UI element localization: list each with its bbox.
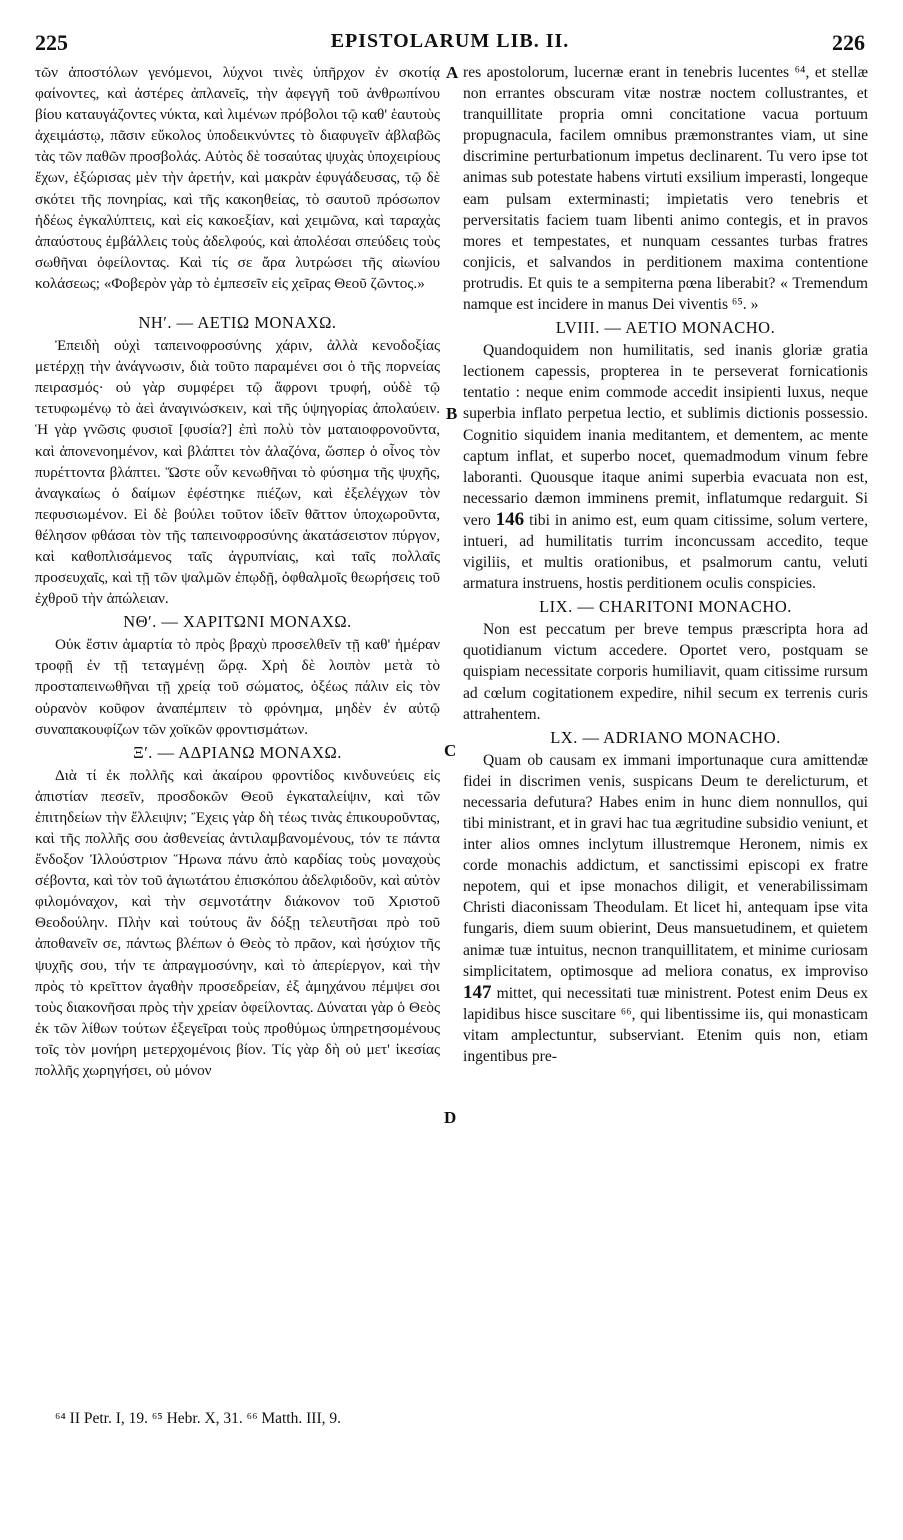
greek-column — [35, 62, 440, 1081]
section-marker-c: C — [444, 741, 457, 760]
latin-column — [463, 62, 868, 1067]
latin-heading-58: LVIII. — AETIO MONACHO. — [555, 318, 776, 338]
latin-letter-58-part1: Quandoquidem non humilitatis, sed inanis gloriæ gratia lectionem capessis, propterea in te perseverat fornicationis tentatio : neque enim commode accedit insipienti luxus, neque superbia inflato perpetua lectio, et sublimis dictionis possessio. Cognitio siquidem inania meditantem, et dementem, ac mente captum inflat, et superbo nocet, quemadmodum vinum febre laboranti. Quousque itaque animi superbia evacuata non est, necessario dæmon imminens premit, inflatumque redarguit. Si vero — [463, 342, 868, 529]
latin-letter-58-part2: tibi in animo est, eum quam citissime, solum vertere, intueri, ad humilitatis turrim inconcussam accedito, teque vigiliis, et multis orationibus, et psalmorum cantu, veluti armatura instruens, hostis perditionem oculis conspicies. — [463, 511, 868, 593]
greek-heading-58: ΝΗʹ. — ΑΕΤΙΩ ΜΟΝΑΧΩ. — [138, 313, 337, 333]
latin-letter-60-part1: Quam ob causam ex immani importunaque cura amittendæ fidei in discrimen venis, suspicans Deum te derelicturum, et necessaria defutura? Habes enim in hunc diem nonnullos, qui tibi ministrant, et in gravi hac tua ægritudine subsidio veniunt, et inter alios omnes inclytum illustremque Heronem, nimis ex corde monachis addictum, et sanctissimi episcopi ex fratre nepotem, qui et ipse monachos diligit, et venerabilissimam Christi diaconissam Theodulam. Et licet hi, antequam ipse vita fungaris, diem suum obierint, Deus mansuetudinem, et quietem animæ tuæ intuitus, necnon tranquillitatem, et minime curiosam simplicitatem, optimosque ad meliora conatus, ex improviso — [463, 751, 868, 980]
page-number-right: 226 — [832, 30, 865, 55]
greek-letter-continuation: τῶν ἀποστόλων γενόμενοι, λύχνοι τινὲς ὑπῆρχον ἐν σκοτίᾳ φαίνοντες, καὶ ἀστέρες ἀπλανεῖς, τὴν ἀφεγγῆ τοῦ ἀνθρωπίνου βίου καταυγάζοντες νύκτα, καὶ λιμένων πρόβολοι τῷ καθ' ἑαυτοὺς ἀχειμάστῳ, πᾶσιν εὔκολος ὑποδεικνύντες τὸ διαφυγεῖν ἀβλαβῶς τὰς τῶν παθῶν προσβολάς. Αὐτὸς δὲ τοσαύτας ψυχὰς ὑποχειρίους ἔχων, ἐξώρισας μὲν τὴν ἀρετήν, καὶ μακρὰν ἐφυγάδευσας, τῷ δὲ σκότει τῆς πονηρίας, καὶ τῆς κακοηθείας, τὸ σαυτοῦ πρόσωπον ἡδέως ἐγκαλύπτεις, καὶ εἰς κακοεξίαν, καὶ χειμῶνα, καὶ ταραχὰς ἀπαύστους ἐμβάλλεις τοὺς ἀδελφούς, καὶ ἀπολέσαι σπεύδεις τοὺς σωθῆναι ὀφείλοντας. Καὶ τίς σε ἄρα λυτρώσει τῆς αἰωνίου κολάσεως; «Φοβερὸν γὰρ τὸ ἐμπεσεῖν εἰς χεῖρας Θεοῦ ζῶντος.» — [35, 64, 440, 292]
latin-letter-continuation: res apostolorum, lucernæ erant in tenebris lucentes ⁶⁴, et stellæ non errantes obscuram vitæ nostræ noctem collustrantes, et tranquillitate propria omni concitatione vacua portuum propugnacula, facilem omnibus præmonstrantes viam, ut sine discrimine perturbationum impetus declinarent. Tu vero ipse tot animas sub potestate habens virtuti exsilium imperasti, longeque eam pulsam exterminasti; impietatis vero tenebris et perversitatis faciem tuam libenti animo contegis, et in pravos mores et tempestates, et nunquam cessantes turbas fratres conjicis, et salvandos in perditionem maxima contentione protrudis. Et quis te a sempiterna pœna liberabit? « Tremendum namque est incidere in manus Dei viventis ⁶⁵. » — [463, 64, 868, 314]
greek-heading-59: ΝΘʹ. — ΧΑΡΙΤΩΝΙ ΜΟΝΑΧΩ. — [123, 612, 352, 632]
latin-letter-60 — [463, 750, 868, 1067]
page-mark-147: 147 — [463, 981, 492, 1003]
greek-heading-60: Ξʹ. — ΑΔΡΙΑΝΩ ΜΟΝΑΧΩ. — [133, 742, 342, 762]
page-mark-146: 146 — [495, 508, 525, 530]
running-title: EPISTOLARUM LIB. II. — [330, 30, 570, 52]
latin-letter-59: Non est peccatum per breve tempus præscripta hora ad quotidianum victum accedere. Oportet vero, postquam se quispiam necessitate corporis humiliavit, quam citissime rursum ad cœlum cogitationem expedire, nihil secum ex terrenis curis attrahentem. — [463, 621, 868, 723]
page-number-left: 225 — [35, 30, 68, 55]
latin-letter-60-part2: mittet, qui necessitati tuæ ministrent. Potest enim Deus ex lapidibus hisce suscitare ⁶⁶, qui libentissime iis, qui monasticam vitam amplectuntur, subserviant. Etenim quis non, etiam ingentibus pre- — [463, 984, 869, 1066]
greek-letter-60: Διὰ τί ἐκ πολλῆς καὶ ἀκαίρου φροντίδος κινδυνεύεις εἰς ἀπιστίαν πεσεῖν, προσδοκῶν Θεοῦ ἐγκαταλείψιν, καὶ τῶν ἐπιτηδείων τὴν ἔλλειψιν; Ἔχεις γὰρ δὴ τέως τινὰς ἐπικουροῦντας, καὶ τῆς πολλῆς σου ἀσθενείας ἀντιλαμβανομένους, τόν τε πάντα ἔνδοξον Ἰλλούστριον Ἥρωνα πάνυ ἀπὸ καρδίας τοὺς μοναχοὺς σέβοντα, καὶ τὸν τοῦ ἁγιωτάτου ἐπισκόπου ἀδελφιδοῦν, καὶ αὐτὸν φιλομόναχον, καὶ τὴν σεμνοτάτην διάκονον τοῦ Χριστοῦ Θεοδούλην. Πλὴν καὶ τούτους ἂν δόξῃ τελευτῆσαι πρὸ τοῦ ἀποθανεῖν σε, πάντως βλέπων ὁ Θεὸς τὸ πρᾶον, καὶ ἡσύχιον τῆς ψυχῆς σου, τήν τε ἀπραγμοσύνην, καὶ τὸ ἀπερίεργον, καὶ τὴν πρὸς τὸ κρεῖττον ἀγαθὴν προσεδρείαν, ἐξ ἀμηχάνου πέμψει σοι τοὺς διακονῆσαι πρὸς τὴν χρείαν ὀφείλοντας. Δύναται γὰρ ὁ Θεὸς ἐκ τῶν λίθων τούτων ἐξεγεῖραι τοὺς προθύμως ὑπηρετησομένους τοῖς τὸν μονήρη μετερχομένοις βίον. Τίς γὰρ δὴ οὐ μετ' ἱκεσίας πολλῆς χωρηγήσει, οὐ μόνον — [35, 766, 440, 1080]
latin-heading-60: LX. — ADRIANO MONACHO. — [550, 727, 781, 747]
section-marker-d: D — [444, 1108, 457, 1127]
greek-letter-58: Ἐπειδὴ οὐχὶ ταπεινοφροσύνης χάριν, ἀλλὰ κενοδοξίας μετέρχῃ τὴν ἀνάγνωσιν, διὰ τοῦτο παραμένει σοι ὁ τῆς πορνείας πειρασμός· οὐ γὰρ συμφέρει τῷ ἄφρονι τρυφή, οὐδὲ τῷ τετυφωμένῳ τὸ ἀεὶ ἀναγινώσκειν, καὶ τῆς ὑψηγορίας ἀπολαύειν. Ἡ γὰρ γνῶσις φυσιοῖ [φυσία?] ἐπὶ πολὺ τὸν ματαιοφρονοῦντα, καὶ ἀπονενοημένον, καὶ βλάπτει τὸν ἀλαζόνα, ὥσπερ ὁ οἶνος τὸν πυρέττοντα βλάπτει. Ὥστε οὖν κενωθῆναι τὸ φύσημα τῆς ψυχῆς, ἀναγκαίως ὁ δαίμων ἐφέστηκε πιέζων, καὶ ἐξελέγχων τὸν πεφυσιωμένον. Εἰ δὲ βούλει τοῦτον ἰδεῖν θᾶττον ὑποχωροῦντα, θέλησον φθάσαι τὸν τῆς ταπεινοφροσύνης ἀκατάσειστον πύργον, καὶ καθοπλισάμενος ταῖς ἀγρυπνίαις, καὶ ταῖς πολλαῖς προσευχαῖς, καὶ τῇ τῶν ψαλμῶν ἐπῳδῇ, ὀφθαλμοῖς θεωρήσεις τοῦ ἐχθροῦ τὴν ἀπώλειαν. — [35, 337, 440, 608]
latin-heading-59: LIX. — CHARITONI MONACHO. — [539, 597, 792, 617]
section-marker-a: A — [446, 63, 459, 82]
footnotes: ⁶⁴ II Petr. I, 19. ⁶⁵ Hebr. X, 31. ⁶⁶ Matth. III, 9. — [55, 1410, 341, 1427]
section-marker-b: B — [446, 404, 458, 423]
greek-letter-59: Οὐκ ἔστιν ἁμαρτία τὸ πρὸς βραχὺ προσελθεῖν τῇ καθ' ἡμέραν τροφῇ ἐν τῇ τεταγμένῃ ὥρᾳ. Χρὴ δὲ λοιπὸν μετὰ τὸ προσταπεινωθῆναι τῇ χρείᾳ τοῦ σώματος, ὀξέως πάλιν εἰς τὸν οὐρανὸν κοῦφον ἀναπέμπειν τὸ φρόνημα, μηδὲν ἐν αὐτῷ συναπακουφίζων τῶν χοϊκῶν φροντισμάτων. — [35, 636, 440, 738]
page-header — [35, 30, 865, 60]
latin-letter-58 — [463, 340, 868, 594]
